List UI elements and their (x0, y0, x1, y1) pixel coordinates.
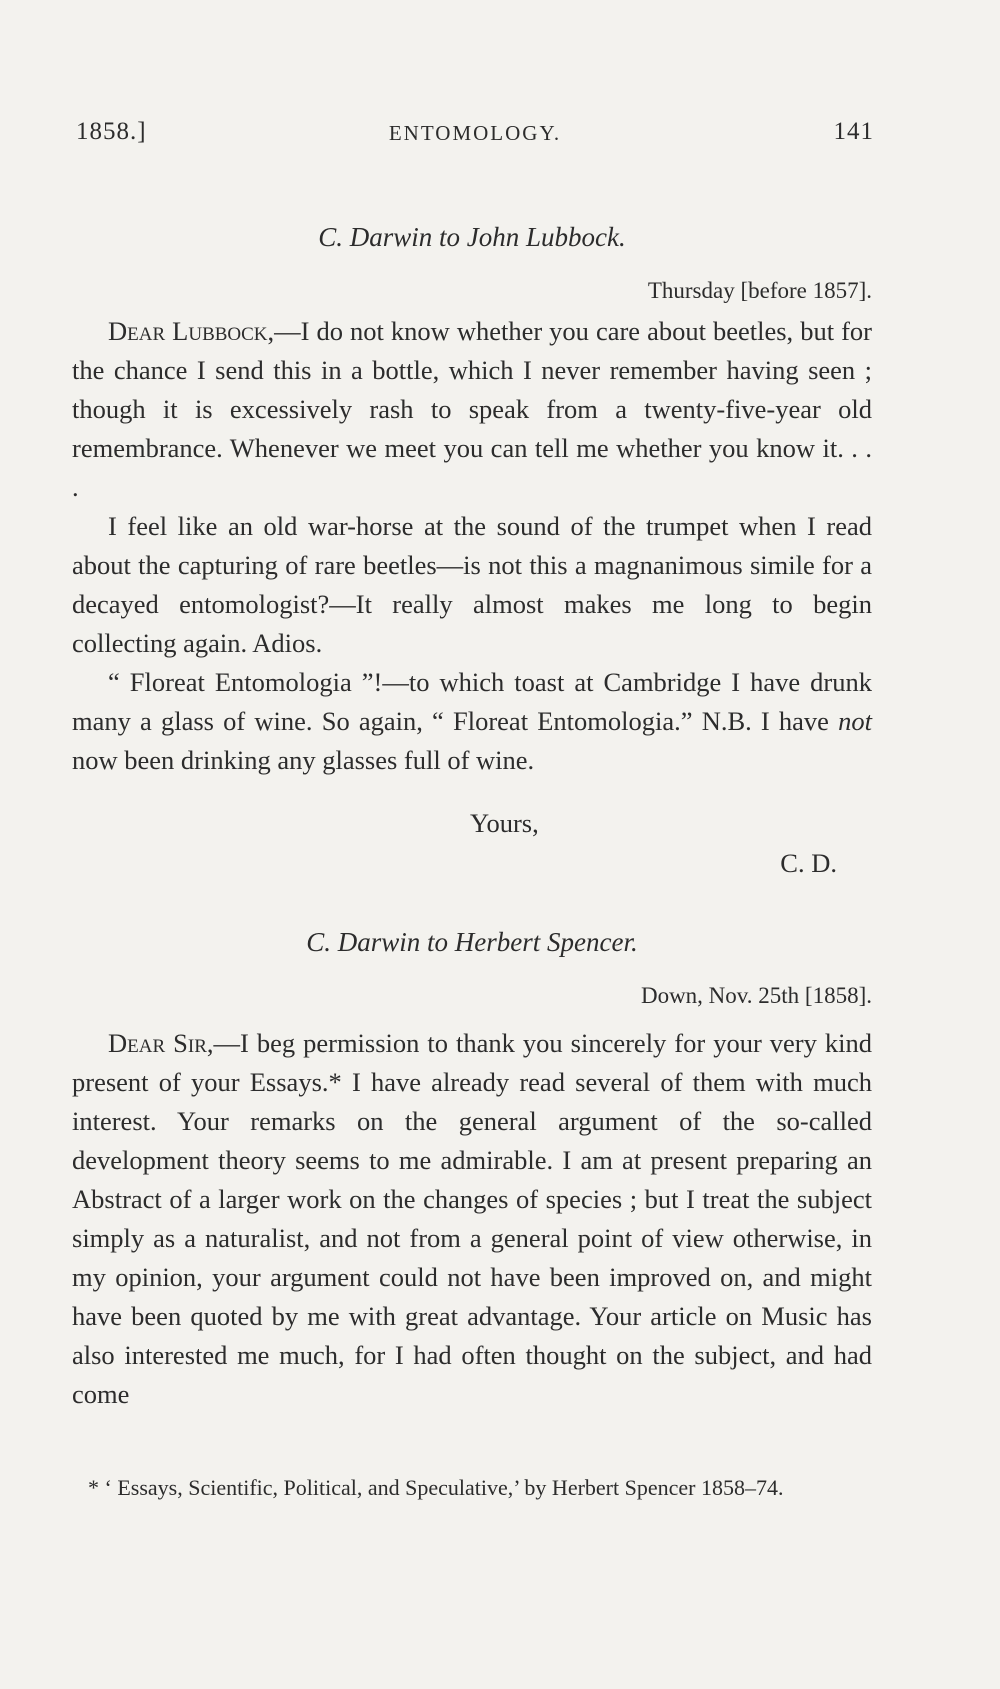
letter2-date: Down, Nov. 25th [1858]. (640, 983, 872, 1008)
footnote: * ‘ Essays, Scientific, Political, and Speculative,’ by Herbert Spencer 1858–74. (88, 1475, 784, 1500)
letter1-paragraph-3 (72, 663, 872, 780)
letter1-date: Thursday [before 1857]. (647, 278, 872, 303)
letter2-p1: —I beg permission to thank you sincerely for your very kind present of your Essays.* I have already read several of them with much interest. Your remarks on the general argument of the so-called development theory seems to me admirable. I am at present preparing an Abstract of a larger work on the changes of species ; but I treat the subject simply as a naturalist, and not from a general point of view otherwise, in my opinion, your argument could not have been improved on, and might have been quoted by me with great advantage. Your article on Music has also interested me much, for I had often thought on the subject, and had come (72, 1028, 872, 1409)
letter1-body (72, 312, 872, 780)
running-head (76, 118, 874, 154)
running-head-year: 1858.] (76, 118, 147, 145)
letter2-paragraph (72, 1024, 872, 1414)
letter1-signature: C. D. (780, 848, 837, 878)
letter2-body (72, 1024, 872, 1414)
page-number: 141 (833, 118, 874, 145)
running-head-title: ENTOMOLOGY. (388, 121, 562, 145)
letter1-p2: I feel like an old war-horse at the sound of the trumpet when I read about the capturing of rare beetles—is not this a magnanimous simile for a decayed entomologist?—It really almost makes me long to begin collecting again. Adios. (72, 511, 872, 658)
letter1-salutation: Dear Lubbock, (108, 316, 275, 346)
letter1-paragraph (72, 312, 872, 507)
letter2-salutation: Dear Sir, (108, 1028, 214, 1058)
letter1-heading: C. Darwin to John Lubbock. (318, 222, 626, 252)
letter1-p1: —I do not know whether you care about beetles, but for the chance I send this in a bottle, which I never remember having seen ; though it is excessively rash to speak from a twenty-five-year old remembrance. Whenever we meet you can tell me whether you know it. . . . (72, 316, 872, 502)
letter1-p3-emphasis: not (838, 706, 872, 736)
letter1-closing: Yours, (470, 808, 539, 838)
letter1-p3-b: now been drinking any glasses full of wine. (72, 745, 535, 775)
letter2-heading: C. Darwin to Herbert Spencer. (306, 927, 638, 957)
letter1-p3-a: “ Floreat Entomologia ”!—to which toast at Cambridge I have drunk many a glass of wine. So again, “ Floreat Entomologia.” N.B. I have (72, 667, 872, 736)
